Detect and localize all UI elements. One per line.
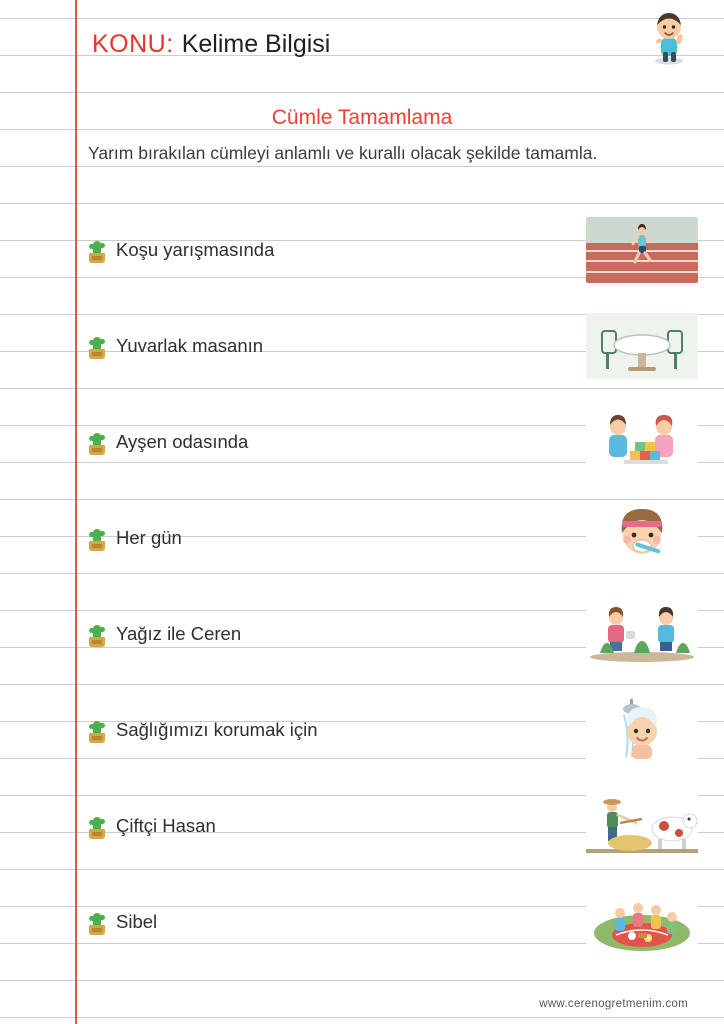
question-text: Çiftçi Hasan [116,815,216,836]
question-text: Her gün [116,527,182,548]
rule-line [0,18,724,19]
question-text: Ayşen odasında [116,431,249,452]
farmer-with-cow-image [586,793,698,859]
child-taking-shower-image [586,697,698,763]
question-text: Koşu yarışmasında [116,239,275,260]
question-text: Yağız ile Ceren [116,623,242,644]
konu-value: Kelime Bilgisi [181,30,331,58]
question-row [88,213,698,287]
instructions-text: Yarım bırakılan cümleyi anlamlı ve kurallı olacak şekilde tamamla. [88,143,598,163]
cactus-bullet-icon [88,237,106,263]
question-row [88,501,698,575]
question-text: Sibel [116,911,158,932]
question-row [88,789,698,863]
question-text: Yuvarlak masanın [116,335,264,356]
children-watering-plants-image [586,601,698,667]
question-row [88,885,698,959]
rule-line [0,869,724,870]
cactus-bullet-icon [88,717,106,743]
question-row [88,405,698,479]
rule-line [0,499,724,500]
question-row [88,309,698,383]
margin-line [75,0,77,1024]
konu-label: KONU: [92,30,174,58]
round-table-chairs-image [586,313,698,379]
rule-line [0,203,724,204]
cactus-bullet-icon [88,429,106,455]
cactus-bullet-icon [88,813,106,839]
question-text: Sağlığımızı korumak için [116,719,318,740]
student-mascot-icon [646,8,692,66]
worksheet-header [92,30,330,59]
cactus-bullet-icon [88,621,106,647]
rule-line [0,684,724,685]
rule-line [0,1017,724,1018]
running-track-girl-image [586,217,698,283]
cactus-bullet-icon [88,909,106,935]
rule-line [0,980,724,981]
children-playing-blocks-image [586,409,698,475]
question-row [88,693,698,767]
rule-line [0,388,724,389]
girl-brushing-teeth-image [586,505,698,571]
cactus-bullet-icon [88,525,106,551]
question-row [88,597,698,671]
footer-watermark: www.cerenogretmenim.com [539,998,688,1010]
page-title: Cümle Tamamlama [271,106,453,129]
rule-line [0,92,724,93]
cactus-bullet-icon [88,333,106,359]
family-picnic-image [586,889,698,955]
rule-line [0,166,724,167]
